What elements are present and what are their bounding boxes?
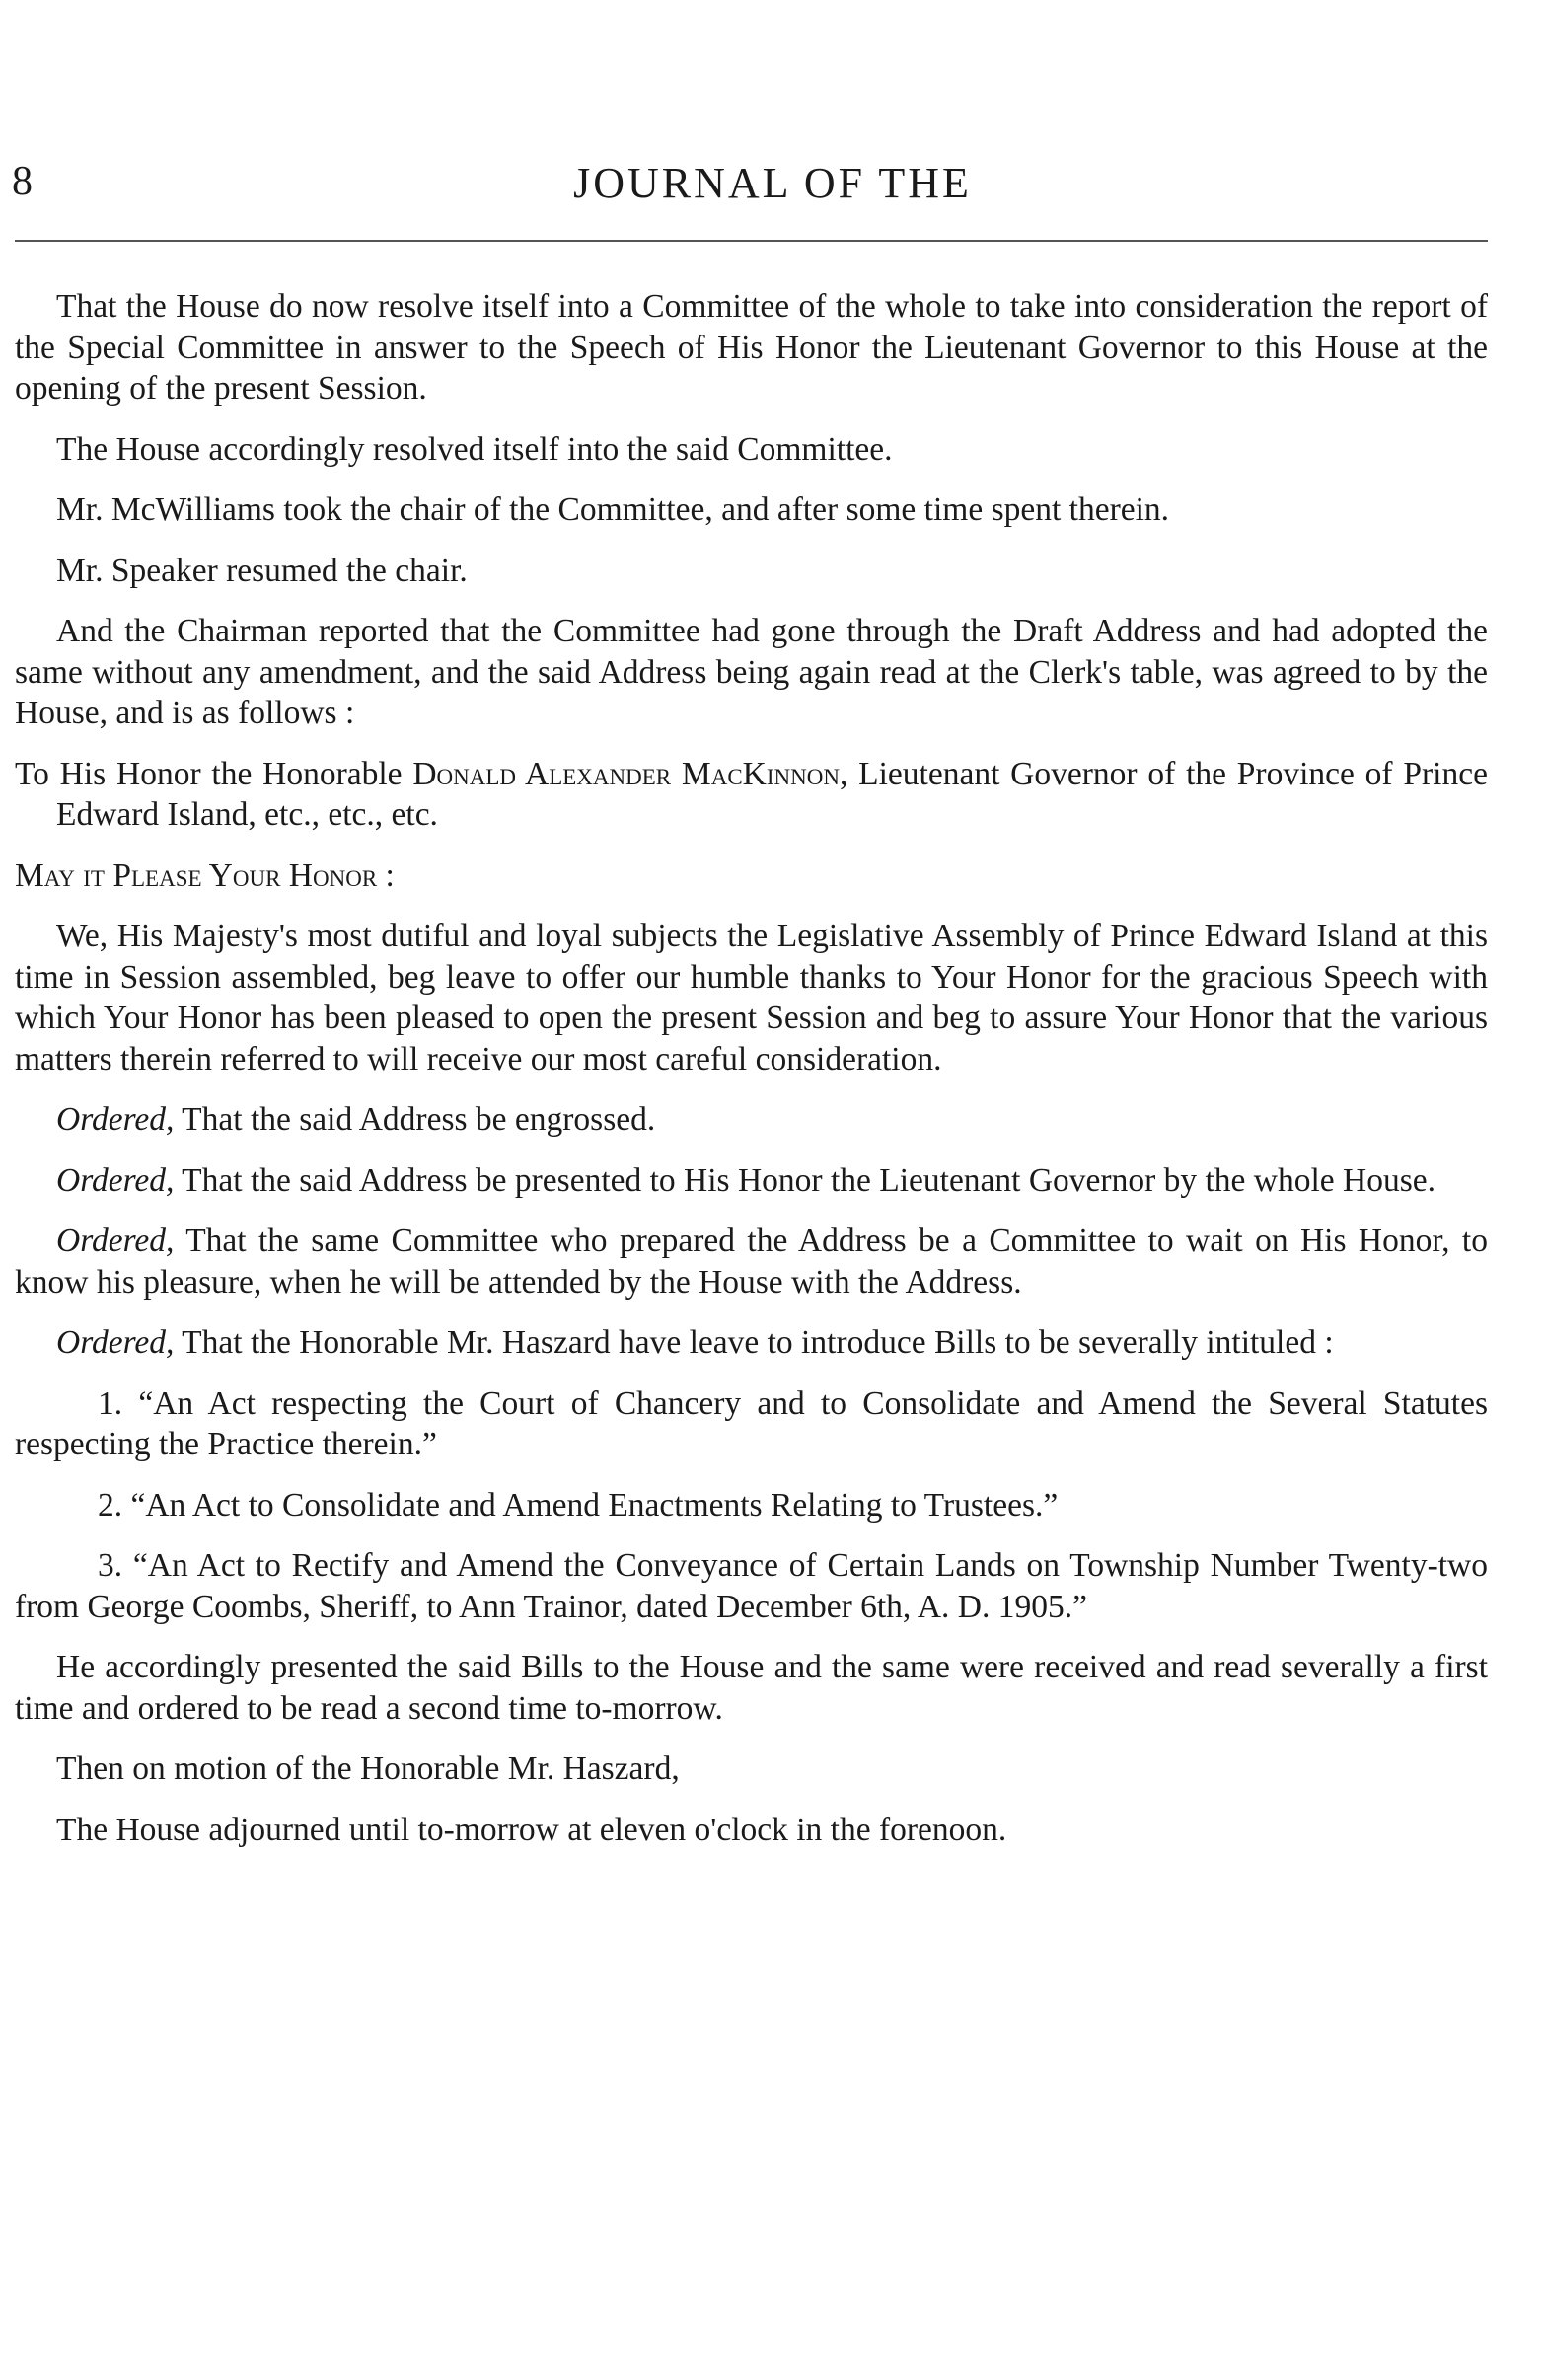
bill-item bbox=[15, 1383, 1488, 1465]
paragraph-chair: Mr. McWilliams took the chair of the Committee, and after some time spent therein. bbox=[56, 491, 1170, 528]
paragraph-speaker: Mr. Speaker resumed the chair. bbox=[56, 552, 468, 589]
order-committee bbox=[15, 1221, 1488, 1302]
ordered-label: Ordered, bbox=[56, 1223, 175, 1259]
page-header bbox=[0, 158, 1545, 227]
order-text: That the Honorable Mr. Haszard have leave to introduce Bills to be severally intituled : bbox=[174, 1324, 1334, 1361]
address-suffix: , Lieutenant Governor of the Province of Prince Edward Island, etc., etc., etc. bbox=[56, 755, 1488, 833]
bill-number: 2. bbox=[98, 1486, 123, 1524]
paragraph-address: We, His Majesty's most dutiful and loyal subjects the Legislative Assembly of Prince Edward Island at this time in Session assembled, beg leave to offer our humble thanks to Your Honor for the gracious Speech with which Your Honor has been pleased to open the present Session and beg to assure Your Honor that the various matters therein referred to will receive our most careful consideration. bbox=[15, 918, 1488, 1078]
bill-item bbox=[15, 1485, 1488, 1526]
paragraph-motion-haszard: Then on motion of the Honorable Mr. Haszard, bbox=[56, 1750, 680, 1787]
journal-body bbox=[15, 286, 1488, 1870]
paragraph-report: And the Chairman reported that the Committee had gone through the Draft Address and had adopted the same without any amendment, and the said Address being again read at the Clerk's table, was agreed to by the House, and is as follows : bbox=[15, 613, 1488, 731]
paragraph-presented: He accordingly presented the said Bills to the House and the same were received and read severally a first time and ordered to be read a second time to-morrow. bbox=[15, 1649, 1488, 1727]
bill-number: 1. bbox=[98, 1384, 123, 1422]
order-text: That the same Committee who prepared the Address be a Committee to wait on His Honor, to know his pleasure, when he will be attended by the House with the Address. bbox=[15, 1223, 1488, 1301]
salutation: May it Please Your Honor : bbox=[15, 856, 395, 894]
ordered-label: Ordered, bbox=[56, 1101, 175, 1138]
order-bills bbox=[15, 1322, 1488, 1364]
header-rule bbox=[15, 240, 1488, 242]
paragraph-resolved: The House accordingly resolved itself into the said Committee. bbox=[56, 430, 893, 468]
page-number: 8 bbox=[12, 159, 34, 204]
bill-item bbox=[15, 1545, 1488, 1627]
address-heading bbox=[15, 754, 1488, 836]
ordered-label: Ordered, bbox=[56, 1324, 175, 1361]
bill-title: “An Act to Rectify and Amend the Conveyance of Certain Lands on Township Number Twenty-two from George Coombs, Sheriff, to Ann Trainor, dated December 6th, A. D. 1905.” bbox=[15, 1547, 1489, 1625]
order-engrossed bbox=[15, 1099, 1488, 1141]
bill-number: 3. bbox=[98, 1547, 123, 1584]
paragraph-adjourned: The House adjourned until to-morrow at eleven o'clock in the forenoon. bbox=[56, 1811, 1007, 1848]
address-name: Donald Alexander MacKinnon bbox=[412, 755, 840, 792]
running-title: JOURNAL OF THE bbox=[573, 159, 972, 207]
order-presented bbox=[15, 1160, 1488, 1202]
address-prefix: To His Honor the Honorable bbox=[15, 755, 413, 792]
ordered-label: Ordered, bbox=[56, 1161, 175, 1199]
order-text: That the said Address be presented to His Honor the Lieutenant Governor by the whole House. bbox=[174, 1161, 1436, 1199]
paragraph-motion: That the House do now resolve itself into a Committee of the whole to take into consideration the report of the Special Committee in answer to the Speech of His Honor the Lieutenant Governor to this House at the opening of the present Session. bbox=[15, 288, 1488, 407]
bill-title: “An Act respecting the Court of Chancery and to Consolidate and Amend the Several Statutes respecting the Practice therein.” bbox=[15, 1384, 1489, 1462]
bill-title: “An Act to Consolidate and Amend Enactments Relating to Trustees.” bbox=[130, 1486, 1059, 1524]
order-text: That the said Address be engrossed. bbox=[174, 1101, 656, 1138]
